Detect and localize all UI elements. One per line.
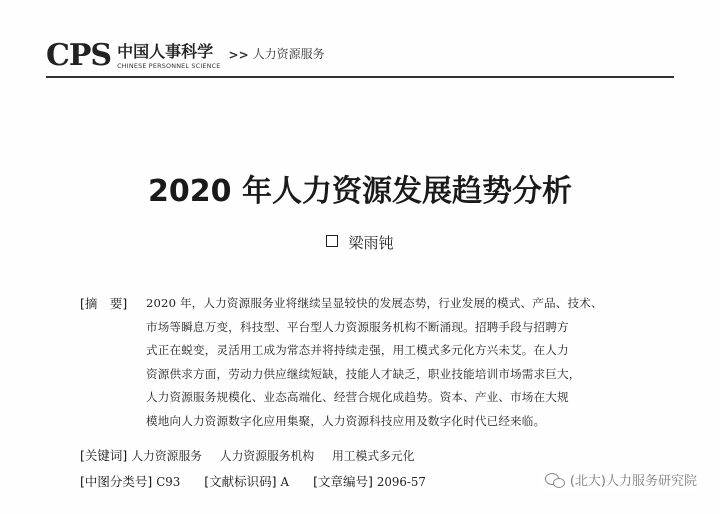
square-icon bbox=[326, 235, 338, 247]
journal-logo bbox=[46, 38, 221, 73]
abstract-text bbox=[146, 292, 680, 433]
article-number-group bbox=[313, 472, 426, 492]
wechat-icon bbox=[545, 472, 565, 488]
abstract-line: 模地向人力资源数字化应用集聚，人力资源科技应用及数字化时代已经来临。 bbox=[146, 413, 546, 428]
abstract-line: 市场等瞬息万变，科技型、平台型人力资源服务机构不断涌现。招聘手段与招聘方 bbox=[146, 319, 569, 334]
abstract-label: [摘 要] bbox=[80, 296, 128, 311]
watermark-text: (北大)人力服务研究院 bbox=[569, 474, 697, 489]
watermark bbox=[542, 469, 700, 490]
doc-code-value: A bbox=[280, 475, 290, 489]
logo-mark: CPS bbox=[46, 38, 112, 73]
keywords-label: [关键词] bbox=[80, 448, 128, 463]
keyword: 人力资源服务机构 bbox=[219, 449, 315, 463]
author-name: 梁雨钝 bbox=[348, 234, 394, 252]
breadcrumb-separator: >> bbox=[228, 48, 249, 62]
abstract-line: 资源供求方面，劳动力供应继续短缺，技能人才缺乏，职业技能培训市场需求巨大， bbox=[146, 366, 581, 381]
article-number-label: [文章编号] bbox=[313, 474, 373, 489]
article-title: 2020 年人力资源发展趋势分析 bbox=[148, 174, 572, 209]
keywords-row bbox=[80, 446, 429, 466]
keyword: 人力资源服务 bbox=[131, 449, 203, 463]
keywords-values bbox=[131, 449, 428, 463]
abstract-line: 式正在蜕变，灵活用工成为常态并将持续走强，用工模式多元化方兴未艾。在人力 bbox=[146, 343, 569, 357]
logo-text bbox=[117, 41, 221, 70]
keyword: 用工模式多元化 bbox=[331, 449, 415, 463]
clc-label: [中图分类号] bbox=[80, 474, 153, 489]
header-rule bbox=[46, 76, 674, 78]
clc-group bbox=[80, 472, 180, 492]
logo-cn: 中国人事科学 bbox=[117, 41, 214, 61]
doc-code-label: [文献标识码] bbox=[204, 474, 277, 489]
abstract-line: 人力资源服务规模化、业态高端化、经营合规化成趋势。资本、产业、市场在大规 bbox=[146, 390, 569, 404]
breadcrumb bbox=[229, 45, 325, 70]
article-number-value: 2096-57 bbox=[376, 475, 426, 489]
logo-en: CHINESE PERSONNEL SCIENCE bbox=[117, 61, 221, 70]
doc-code-group bbox=[204, 472, 289, 492]
classification-row bbox=[80, 472, 450, 492]
author-line bbox=[0, 232, 720, 253]
section-name: 人力资源服务 bbox=[252, 47, 325, 61]
journal-header bbox=[46, 36, 325, 73]
abstract-line: 2020 年，人力资源服务业将继续呈显较快的发展态势，行业发展的模式、产品、技术、 bbox=[146, 296, 603, 310]
clc-value: C93 bbox=[156, 475, 181, 489]
